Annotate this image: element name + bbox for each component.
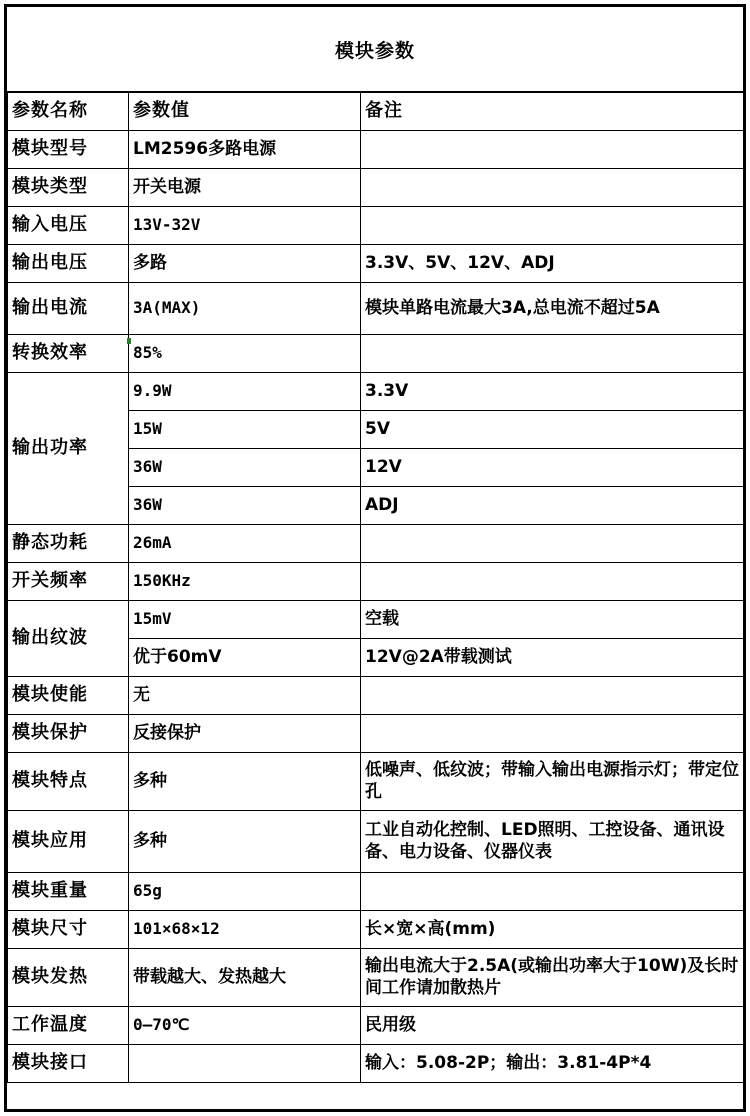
param-name: 模块保护 (8, 714, 129, 752)
table-title: 模块参数 (334, 39, 415, 62)
param-note: 5V (361, 410, 744, 448)
param-name: 输出纹波 (8, 600, 129, 676)
param-value: 36W (129, 486, 361, 524)
header-note: 备注 (361, 92, 744, 130)
header-row (8, 92, 744, 130)
header-value: 参数值 (129, 92, 361, 130)
param-value: 多路 (129, 244, 361, 282)
param-value: 13V-32V (129, 206, 361, 244)
param-name: 静态功耗 (8, 524, 129, 562)
param-note (361, 168, 744, 206)
param-value: 15W (129, 410, 361, 448)
param-value: 36W (129, 448, 361, 486)
param-value: 26mA (129, 524, 361, 562)
param-value: 带载越大、发热越大 (129, 948, 361, 1006)
table-row (8, 562, 744, 600)
param-name: 模块特点 (8, 752, 129, 810)
param-value: 15mV (129, 600, 361, 638)
table-row (8, 244, 744, 282)
param-name: 模块发热 (8, 948, 129, 1006)
param-value: LM2596多路电源 (129, 130, 361, 168)
table-row (8, 810, 744, 872)
param-note: 模块单路电流最大3A,总电流不超过5A (361, 282, 744, 334)
param-note (361, 872, 744, 910)
header-name: 参数名称 (8, 92, 129, 130)
table-row (8, 168, 744, 206)
param-value: 3A(MAX) (129, 282, 361, 334)
param-note: 空载 (361, 600, 744, 638)
param-name: 模块应用 (8, 810, 129, 872)
param-value: 0—70℃ (129, 1006, 361, 1044)
param-note: 输入：5.08-2P；输出：3.81-4P*4 (361, 1044, 744, 1082)
table-row (8, 206, 744, 244)
param-name: 转换效率 (8, 334, 129, 372)
param-note: 12V (361, 448, 744, 486)
param-name: 工作温度 (8, 1006, 129, 1044)
table-row (8, 714, 744, 752)
param-note (361, 714, 744, 752)
param-name: 模块尺寸 (8, 910, 129, 948)
param-value: 反接保护 (129, 714, 361, 752)
parameter-sheet (4, 4, 746, 1112)
param-note: 工业自动化控制、LED照明、工控设备、通讯设备、电力设备、仪器仪表 (361, 810, 744, 872)
table-row (8, 130, 744, 168)
table-row (8, 524, 744, 562)
param-note: 3.3V、5V、12V、ADJ (361, 244, 744, 282)
table-row (8, 910, 744, 948)
table-row (8, 372, 744, 410)
param-note (361, 562, 744, 600)
param-value: 多种 (129, 752, 361, 810)
table-row (8, 872, 744, 910)
table-row (8, 1006, 744, 1044)
table-row (8, 676, 744, 714)
param-name: 开关频率 (8, 562, 129, 600)
param-name: 模块型号 (8, 130, 129, 168)
table-row (8, 1044, 744, 1082)
param-name: 模块类型 (8, 168, 129, 206)
param-value: 101×68×12 (129, 910, 361, 948)
param-note: 民用级 (361, 1006, 744, 1044)
table-row (8, 600, 744, 638)
param-value: 多种 (129, 810, 361, 872)
table-row (8, 752, 744, 810)
param-value: 优于60mV (129, 638, 361, 676)
param-value: 开关电源 (129, 168, 361, 206)
table-row (8, 948, 744, 1006)
param-note: 12V@2A带载测试 (361, 638, 744, 676)
param-note: 低噪声、低纹波；带输入输出电源指示灯；带定位孔 (361, 752, 744, 810)
table-row (8, 334, 744, 372)
param-name: 模块接口 (8, 1044, 129, 1082)
param-value: 65g (129, 872, 361, 910)
param-value: 85% (129, 334, 361, 372)
param-note (361, 206, 744, 244)
param-value: 9.9W (129, 372, 361, 410)
param-name: 输入电压 (8, 206, 129, 244)
param-note: 3.3V (361, 372, 744, 410)
param-name: 输出功率 (8, 372, 129, 524)
param-name: 模块重量 (8, 872, 129, 910)
param-note (361, 676, 744, 714)
param-name: 模块使能 (8, 676, 129, 714)
table-row (8, 282, 744, 334)
param-value: 无 (129, 676, 361, 714)
param-note: ADJ (361, 486, 744, 524)
param-note (361, 130, 744, 168)
param-note (361, 334, 744, 372)
param-name: 输出电流 (8, 282, 129, 334)
cell-marker (127, 338, 131, 344)
param-note: 长×宽×高(mm) (361, 910, 744, 948)
parameter-table (7, 91, 744, 1083)
param-value: 150KHz (129, 562, 361, 600)
param-name: 输出电压 (8, 244, 129, 282)
param-note: 输出电流大于2.5A(或输出功率大于10W)及长时间工作请加散热片 (361, 948, 744, 1006)
param-note (361, 524, 744, 562)
param-value (129, 1044, 361, 1082)
